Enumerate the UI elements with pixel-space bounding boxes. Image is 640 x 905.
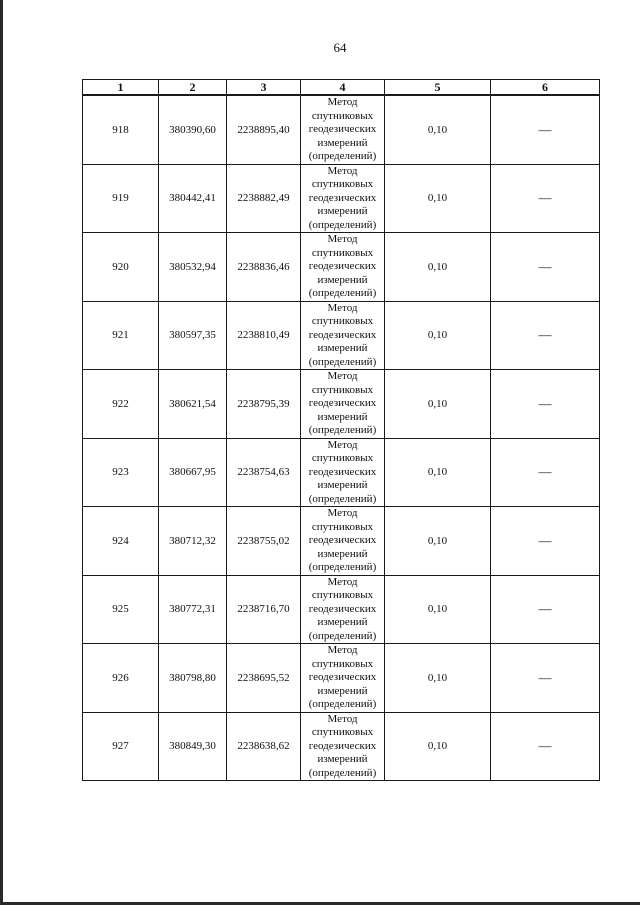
method-line: спутниковых (311, 589, 374, 601)
column-header: 6 (491, 80, 600, 96)
point-number-cell: 923 (83, 438, 159, 507)
x-coordinate-cell: 380712,32 (159, 507, 227, 576)
y-coordinate-cell: 2238895,40 (227, 95, 301, 164)
column-header: 4 (301, 80, 385, 96)
table-row (83, 644, 600, 713)
x-coordinate-cell: 380849,30 (159, 712, 227, 781)
x-coordinate-cell: 380597,35 (159, 301, 227, 370)
y-coordinate-cell: 2238795,39 (227, 370, 301, 439)
method-line: спутниковых (311, 726, 374, 738)
method-line: (определений) (308, 355, 377, 368)
y-coordinate-cell: 2238810,49 (227, 301, 301, 370)
x-coordinate-cell: 380532,94 (159, 233, 227, 302)
method-line: измерений (317, 205, 368, 217)
method-line: измерений (317, 273, 368, 286)
method-line: (определений) (308, 287, 377, 299)
point-number-cell: 918 (83, 95, 159, 164)
note-cell: — (491, 507, 600, 576)
table-row (83, 164, 600, 233)
method-line: (определений) (308, 218, 377, 231)
method-line: измерений (317, 616, 368, 628)
accuracy-cell: 0,10 (385, 712, 491, 781)
accuracy-cell: 0,10 (385, 575, 491, 644)
point-number-cell: 921 (83, 301, 159, 370)
y-coordinate-cell: 2238836,46 (227, 233, 301, 302)
table-row (83, 233, 600, 302)
method-line: геодезических (308, 260, 377, 272)
method-cell (301, 575, 385, 644)
method-line: (определений) (308, 492, 377, 505)
method-line: (определений) (308, 150, 377, 162)
note-cell: — (491, 164, 600, 233)
method-line: спутниковых (311, 452, 374, 464)
method-cell (301, 164, 385, 233)
table-row (83, 370, 600, 439)
method-line: геодезических (308, 397, 377, 409)
method-line: Метод (327, 164, 358, 177)
note-cell: — (491, 644, 600, 713)
note-cell: — (491, 301, 600, 370)
method-line: (определений) (308, 561, 377, 573)
method-line: геодезических (308, 671, 377, 683)
method-cell (301, 507, 385, 576)
y-coordinate-cell: 2238755,02 (227, 507, 301, 576)
point-number-cell: 919 (83, 164, 159, 233)
method-line: измерений (317, 410, 368, 423)
method-line: геодезических (308, 602, 377, 615)
method-cell (301, 370, 385, 439)
x-coordinate-cell: 380442,41 (159, 164, 227, 233)
method-line: (определений) (308, 698, 377, 710)
method-line: (определений) (308, 629, 377, 642)
note-cell: — (491, 370, 600, 439)
method-line: измерений (317, 136, 368, 149)
note-cell: — (491, 95, 600, 164)
point-number-cell: 926 (83, 644, 159, 713)
method-line: измерений (317, 479, 368, 491)
table-row (83, 95, 600, 164)
method-line: геодезических (308, 534, 377, 546)
method-line: Метод (327, 233, 358, 245)
table-row (83, 575, 600, 644)
method-cell (301, 438, 385, 507)
note-cell: — (491, 712, 600, 781)
method-line: спутниковых (311, 315, 374, 327)
scan-left-edge (0, 0, 3, 905)
method-line: Метод (327, 301, 358, 314)
method-line: спутниковых (311, 657, 374, 670)
column-header: 2 (159, 80, 227, 96)
table-header-row (83, 80, 600, 96)
point-number-cell: 924 (83, 507, 159, 576)
note-cell: — (491, 575, 600, 644)
accuracy-cell: 0,10 (385, 164, 491, 233)
method-line: спутниковых (311, 383, 374, 396)
note-cell: — (491, 438, 600, 507)
method-line: (определений) (308, 424, 377, 436)
method-line: спутниковых (311, 109, 374, 122)
accuracy-cell: 0,10 (385, 644, 491, 713)
method-line: спутниковых (311, 520, 374, 533)
x-coordinate-cell: 380798,80 (159, 644, 227, 713)
table-body (83, 95, 600, 781)
method-line: геодезических (308, 191, 377, 204)
method-line: геодезических (308, 465, 377, 478)
method-cell (301, 301, 385, 370)
method-line: измерений (317, 342, 368, 354)
x-coordinate-cell: 380621,54 (159, 370, 227, 439)
column-header: 3 (227, 80, 301, 96)
x-coordinate-cell: 380667,95 (159, 438, 227, 507)
accuracy-cell: 0,10 (385, 507, 491, 576)
column-header: 1 (83, 80, 159, 96)
y-coordinate-cell: 2238695,52 (227, 644, 301, 713)
method-cell (301, 712, 385, 781)
y-coordinate-cell: 2238754,63 (227, 438, 301, 507)
column-header: 5 (385, 80, 491, 96)
method-line: измерений (317, 547, 368, 560)
y-coordinate-cell: 2238882,49 (227, 164, 301, 233)
method-line: геодезических (308, 123, 377, 135)
y-coordinate-cell: 2238638,62 (227, 712, 301, 781)
point-number-cell: 927 (83, 712, 159, 781)
method-cell (301, 644, 385, 713)
table-row (83, 712, 600, 781)
method-line: спутниковых (311, 178, 374, 190)
accuracy-cell: 0,10 (385, 438, 491, 507)
x-coordinate-cell: 380772,31 (159, 575, 227, 644)
point-number-cell: 922 (83, 370, 159, 439)
method-line: измерений (317, 753, 368, 765)
method-line: Метод (327, 96, 358, 108)
method-cell (301, 95, 385, 164)
note-cell: — (491, 233, 600, 302)
accuracy-cell: 0,10 (385, 301, 491, 370)
point-number-cell: 920 (83, 233, 159, 302)
method-line: Метод (327, 507, 358, 519)
method-line: Метод (327, 712, 358, 725)
method-line: измерений (317, 684, 368, 697)
point-number-cell: 925 (83, 575, 159, 644)
method-line: (определений) (308, 766, 377, 779)
table-row (83, 507, 600, 576)
y-coordinate-cell: 2238716,70 (227, 575, 301, 644)
accuracy-cell: 0,10 (385, 370, 491, 439)
accuracy-cell: 0,10 (385, 95, 491, 164)
method-line: Метод (327, 644, 358, 656)
page-number: 64 (333, 40, 347, 55)
method-line: геодезических (308, 739, 377, 752)
method-line: геодезических (308, 328, 377, 341)
method-line: Метод (327, 575, 358, 588)
table-row (83, 301, 600, 370)
method-line: спутниковых (311, 246, 374, 259)
table-row (83, 438, 600, 507)
coordinates-table (82, 79, 600, 781)
accuracy-cell: 0,10 (385, 233, 491, 302)
x-coordinate-cell: 380390,60 (159, 95, 227, 164)
method-cell (301, 233, 385, 302)
method-line: Метод (327, 438, 358, 451)
method-line: Метод (327, 370, 358, 382)
